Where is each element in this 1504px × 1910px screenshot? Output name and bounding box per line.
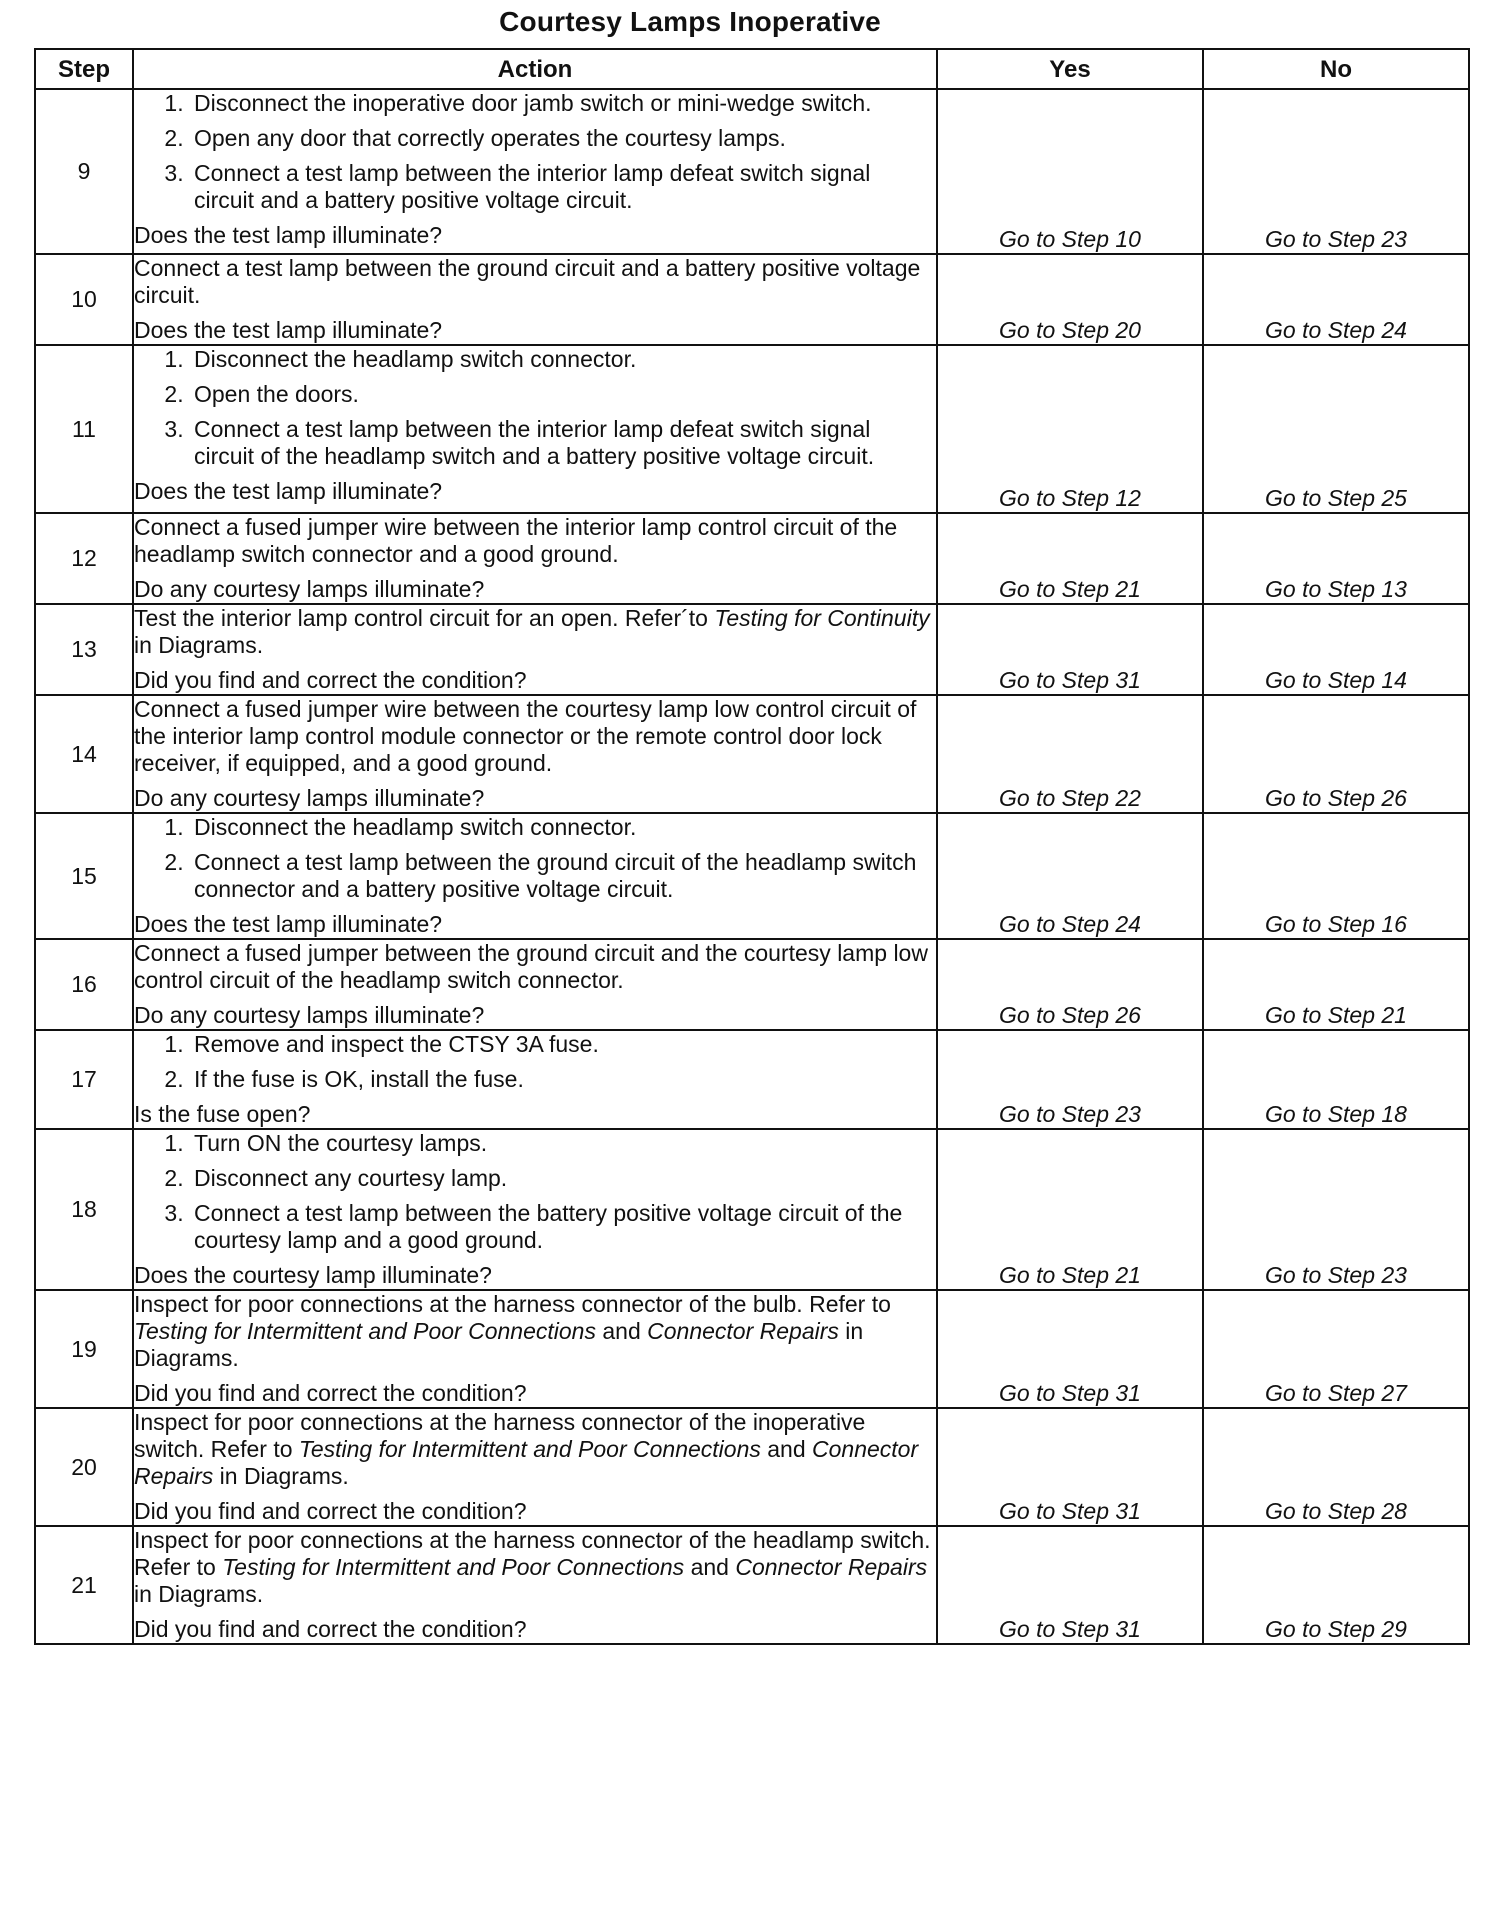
- step-question: Did you find and correct the condition?: [134, 667, 527, 693]
- action-text-segment: Connect a fused jumper between the ground circuit and the courtesy lamp low control circuit of the headlamp switch connector.: [134, 940, 928, 993]
- action-cell: [133, 604, 937, 695]
- no-result: Go to Step 27: [1203, 1290, 1469, 1408]
- column-header-action: Action: [133, 49, 937, 89]
- step-number: 17: [35, 1030, 133, 1129]
- table-row: [35, 345, 1469, 513]
- action-cell: [133, 254, 937, 345]
- reference-title: Connector Repairs: [735, 1554, 928, 1580]
- step-number: 11: [35, 345, 133, 513]
- substep-item: [190, 1165, 936, 1192]
- step-question: Does the courtesy lamp illuminate?: [134, 1262, 492, 1288]
- substep-list: [134, 1031, 936, 1093]
- step-question: Do any courtesy lamps illuminate?: [134, 1002, 485, 1028]
- yes-result: Go to Step 31: [937, 1290, 1203, 1408]
- step-question: Did you find and correct the condition?: [134, 1616, 527, 1642]
- substep-text: Turn ON the courtesy lamps.: [194, 1130, 488, 1156]
- no-result: Go to Step 18: [1203, 1030, 1469, 1129]
- step-number: 21: [35, 1526, 133, 1644]
- table-row: [35, 1129, 1469, 1290]
- action-cell: [133, 89, 937, 254]
- substep-text: Connect a test lamp between the interior lamp defeat switch signal circuit and a battery positive voltage circuit.: [194, 160, 871, 213]
- substep-item: [190, 1066, 936, 1093]
- no-result: Go to Step 29: [1203, 1526, 1469, 1644]
- action-text-segment: in Diagrams.: [134, 632, 264, 658]
- no-result: Go to Step 13: [1203, 513, 1469, 604]
- step-number: 15: [35, 813, 133, 939]
- action-cell: [133, 1030, 937, 1129]
- yes-result: Go to Step 24: [937, 813, 1203, 939]
- substep-text: Disconnect any courtesy lamp.: [194, 1165, 508, 1191]
- step-question: Is the fuse open?: [134, 1101, 311, 1127]
- step-question: Do any courtesy lamps illuminate?: [134, 785, 485, 811]
- action-text-segment: in Diagrams.: [134, 1581, 264, 1607]
- action-text-segment: Connect a test lamp between the ground circuit and a battery positive voltage circuit.: [134, 255, 921, 308]
- step-number: 12: [35, 513, 133, 604]
- step-number: 13: [35, 604, 133, 695]
- table-row: [35, 513, 1469, 604]
- substep-text: Open the doors.: [194, 381, 359, 407]
- action-text-segment: Test the interior lamp control circuit for an open. Refer´to: [134, 605, 715, 631]
- yes-result: Go to Step 31: [937, 1408, 1203, 1526]
- header-row: [35, 49, 1469, 89]
- step-number: 20: [35, 1408, 133, 1526]
- substep-item: [190, 90, 936, 117]
- step-number: 14: [35, 695, 133, 813]
- table-row: [35, 939, 1469, 1030]
- action-text: [134, 696, 936, 777]
- column-header-yes: Yes: [937, 49, 1203, 89]
- action-text-segment: Inspect for poor connections at the harness connector of the headlamp switch. Refer to: [134, 1527, 931, 1580]
- yes-result: Go to Step 26: [937, 939, 1203, 1030]
- action-text-segment: and: [595, 1318, 648, 1344]
- action-text: [134, 940, 936, 994]
- action-cell: [133, 345, 937, 513]
- action-text-segment: and: [684, 1554, 736, 1580]
- substep-item: [190, 1130, 936, 1157]
- substep-text: Connect a test lamp between the battery positive voltage circuit of the courtesy lamp and a good ground.: [194, 1200, 903, 1253]
- substep-text: If the fuse is OK, install the fuse.: [194, 1066, 524, 1092]
- table-row: [35, 1526, 1469, 1644]
- substep-item: [190, 849, 936, 903]
- substep-text: Disconnect the headlamp switch connector.: [194, 346, 637, 372]
- table-row: [35, 695, 1469, 813]
- table-row: [35, 1290, 1469, 1408]
- yes-result: Go to Step 22: [937, 695, 1203, 813]
- reference-title: Testing for Intermittent and Poor Connections: [298, 1436, 761, 1462]
- no-result: Go to Step 24: [1203, 254, 1469, 345]
- diagnostic-table: [34, 48, 1470, 1645]
- yes-result: Go to Step 21: [937, 513, 1203, 604]
- substep-item: [190, 1200, 936, 1254]
- reference-title: Connector Repairs: [647, 1318, 839, 1344]
- action-text-segment: and: [760, 1436, 813, 1462]
- action-cell: [133, 1526, 937, 1644]
- action-text: [134, 1409, 936, 1490]
- substep-item: [190, 381, 936, 408]
- page-title: Courtesy Lamps Inoperative: [499, 6, 881, 37]
- substep-item: [190, 125, 936, 152]
- table-row: [35, 254, 1469, 345]
- substep-item: [190, 160, 936, 214]
- yes-result: Go to Step 20: [937, 254, 1203, 345]
- action-text-segment: Inspect for poor connections at the harness connector of the inoperative switch. Refer to: [134, 1409, 866, 1462]
- table-row: [35, 89, 1469, 254]
- action-text-segment: Connect a fused jumper wire between the courtesy lamp low control circuit of the interior lamp control module connector or the remote control door lock receiver, if equipped, and a good ground.: [134, 696, 917, 776]
- step-question: Did you find and correct the condition?: [134, 1380, 527, 1406]
- substep-text: Remove and inspect the CTSY 3A fuse.: [194, 1031, 599, 1057]
- column-header-no: No: [1203, 49, 1469, 89]
- step-question: Does the test lamp illuminate?: [134, 911, 443, 937]
- action-text: [134, 1527, 936, 1608]
- reference-title: Testing for Continuity: [714, 605, 930, 631]
- substep-list: [134, 814, 936, 903]
- step-question: Did you find and correct the condition?: [134, 1498, 527, 1524]
- substep-text: Connect a test lamp between the ground circuit of the headlamp switch connector and a battery positive voltage circuit.: [194, 849, 917, 902]
- action-cell: [133, 813, 937, 939]
- no-result: Go to Step 23: [1203, 89, 1469, 254]
- table-row: [35, 1408, 1469, 1526]
- yes-result: Go to Step 12: [937, 345, 1203, 513]
- no-result: Go to Step 14: [1203, 604, 1469, 695]
- no-result: Go to Step 21: [1203, 939, 1469, 1030]
- action-cell: [133, 1129, 937, 1290]
- substep-item: [190, 416, 936, 470]
- reference-title: Testing for Intermittent and Poor Connections: [134, 1318, 596, 1344]
- step-question: Does the test lamp illuminate?: [134, 317, 443, 343]
- action-cell: [133, 1290, 937, 1408]
- substep-list: [134, 1130, 936, 1254]
- action-text-segment: Inspect for poor connections at the harness connector of the bulb. Refer to: [134, 1291, 891, 1317]
- table-row: [35, 1030, 1469, 1129]
- step-number: 18: [35, 1129, 133, 1290]
- action-text: [134, 255, 936, 309]
- action-text: [134, 1291, 936, 1372]
- action-cell: [133, 1408, 937, 1526]
- substep-text: Disconnect the inoperative door jamb switch or mini-wedge switch.: [194, 90, 872, 116]
- table-row: [35, 813, 1469, 939]
- no-result: Go to Step 23: [1203, 1129, 1469, 1290]
- table-row: [35, 604, 1469, 695]
- step-number: 19: [35, 1290, 133, 1408]
- action-cell: [133, 513, 937, 604]
- step-number: 10: [35, 254, 133, 345]
- column-header-step: Step: [35, 49, 133, 89]
- substep-text: Open any door that correctly operates the courtesy lamps.: [194, 125, 786, 151]
- step-rows: [35, 89, 1469, 1644]
- action-cell: [133, 939, 937, 1030]
- action-cell: [133, 695, 937, 813]
- substep-item: [190, 346, 936, 373]
- substep-text: Connect a test lamp between the interior lamp defeat switch signal circuit of the headlamp switch and a battery positive voltage circuit.: [194, 416, 875, 469]
- yes-result: Go to Step 21: [937, 1129, 1203, 1290]
- yes-result: Go to Step 31: [937, 604, 1203, 695]
- step-number: 16: [35, 939, 133, 1030]
- substep-list: [134, 90, 936, 214]
- no-result: Go to Step 26: [1203, 695, 1469, 813]
- step-number: 9: [35, 89, 133, 254]
- substep-list: [134, 346, 936, 470]
- step-question: Does the test lamp illuminate?: [134, 222, 443, 248]
- no-result: Go to Step 25: [1203, 345, 1469, 513]
- yes-result: Go to Step 10: [937, 89, 1203, 254]
- reference-title: Connector Repairs: [134, 1436, 919, 1489]
- no-result: Go to Step 28: [1203, 1408, 1469, 1526]
- step-question: Does the test lamp illuminate?: [134, 478, 443, 504]
- substep-item: [190, 1031, 936, 1058]
- no-result: Go to Step 16: [1203, 813, 1469, 939]
- substep-text: Disconnect the headlamp switch connector.: [194, 814, 637, 840]
- action-text: [134, 514, 936, 568]
- yes-result: Go to Step 31: [937, 1526, 1203, 1644]
- action-text: [134, 605, 936, 659]
- action-text-segment: Connect a fused jumper wire between the interior lamp control circuit of the headlamp switch connector and a good ground.: [134, 514, 898, 567]
- yes-result: Go to Step 23: [937, 1030, 1203, 1129]
- action-text-segment: in Diagrams.: [134, 1318, 864, 1371]
- step-question: Do any courtesy lamps illuminate?: [134, 576, 485, 602]
- reference-title: Testing for Intermittent and Poor Connections: [222, 1554, 685, 1580]
- action-text-segment: in Diagrams.: [213, 1463, 349, 1489]
- substep-item: [190, 814, 936, 841]
